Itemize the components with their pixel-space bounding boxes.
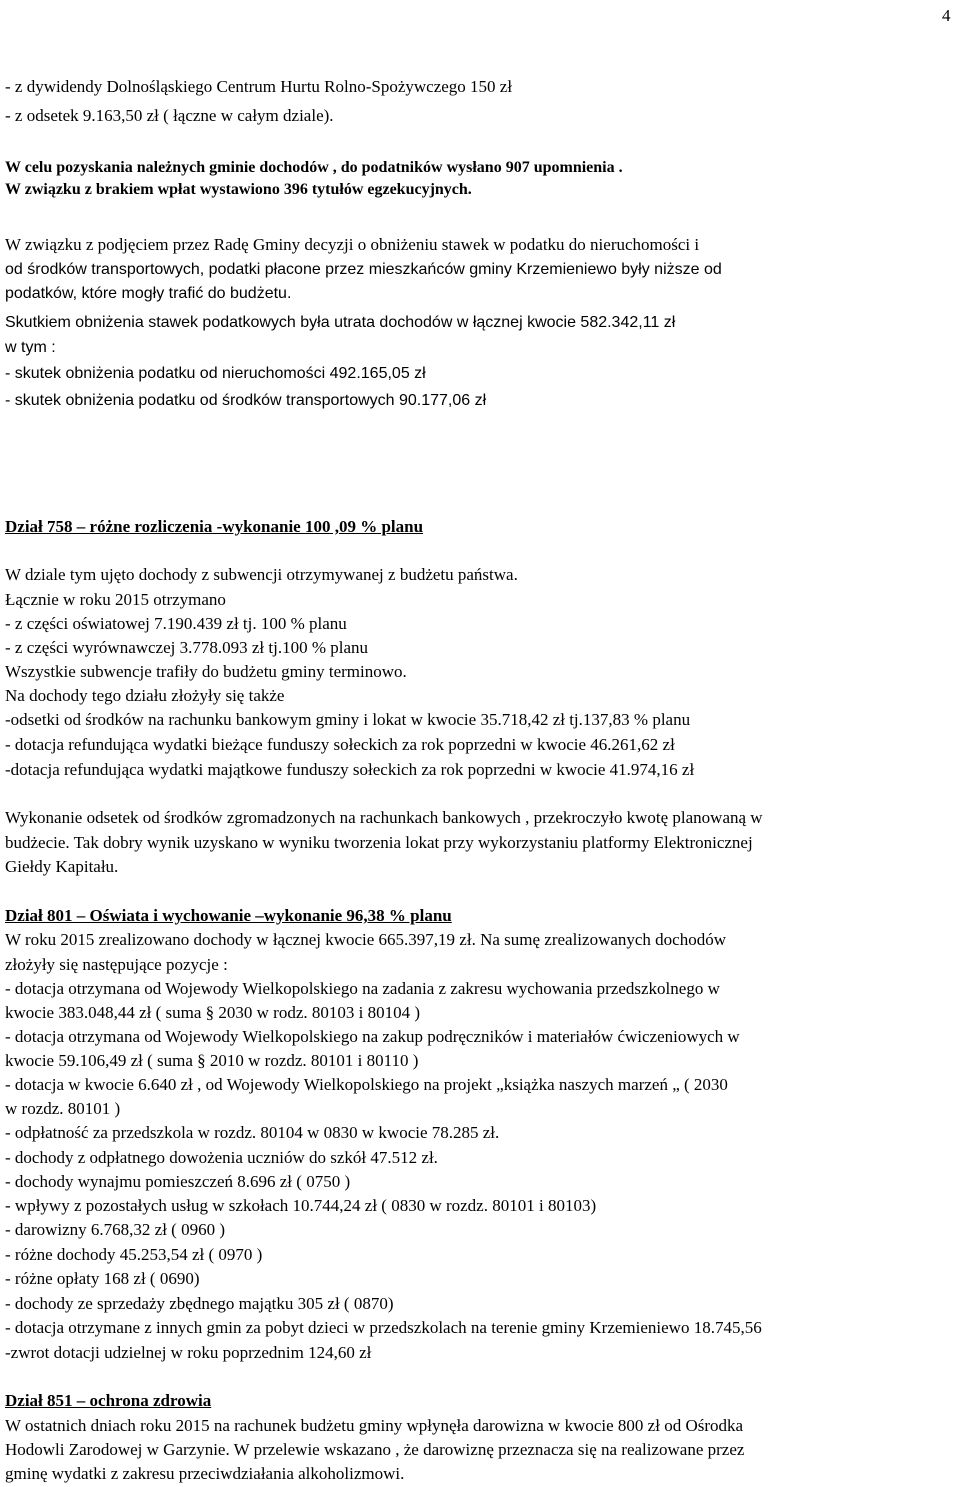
text-line: Wszystkie subwencje trafiły do budżetu gminy terminowo. xyxy=(5,662,407,681)
section-heading: Dział 801 – Oświata i wychowanie –wykonanie 96,38 % planu xyxy=(5,906,452,925)
text-line: Hodowli Zarodowej w Garzynie. W przelewie wskazano , że darowiznę przeznacza się na realizowane przez xyxy=(5,1440,745,1459)
text-line: - dochody ze sprzedaży zbędnego majątku 305 zł ( 0870) xyxy=(5,1294,394,1313)
text-line: budżecie. Tak dobry wynik uzyskano w wyniku tworzenia lokat przy wykorzystaniu platformy Elektronicznej xyxy=(5,833,753,852)
text-line: Skutkiem obniżenia stawek podatkowych była utrata dochodów w łącznej kwocie 582.342,11 zł xyxy=(5,314,676,331)
text-line: - odpłatność za przedszkola w rozdz. 80104 w 0830 w kwocie 78.285 zł. xyxy=(5,1123,500,1142)
text-line: - dotacja otrzymana od Wojewody Wielkopolskiego na zadania z zakresu wychowania przedszkolnego w xyxy=(5,979,720,998)
text-line: od środków transportowych, podatki płacone przez mieszkańców gminy Krzemieniewo były niższe od xyxy=(5,261,722,278)
text-line: Na dochody tego działu złożyły się także xyxy=(5,686,285,705)
text-line: - z odsetek 9.163,50 zł ( łączne w całym dziale). xyxy=(5,106,334,125)
text-line: Łącznie w roku 2015 otrzymano xyxy=(5,590,226,609)
text-line: - wpływy z pozostałych usług w szkołach 10.744,24 zł ( 0830 w rozdz. 80101 i 80103) xyxy=(5,1196,597,1215)
text-line: W dziale tym ujęto dochody z subwencji otrzymywanej z budżetu państwa. xyxy=(5,565,518,584)
text-line: Giełdy Kapitału. xyxy=(5,857,119,876)
text-line: - skutek obniżenia podatku od nieruchomości 492.165,05 zł xyxy=(5,365,426,382)
text-line: W roku 2015 zrealizowano dochody w łącznej kwocie 665.397,19 zł. Na sumę zrealizowanych dochodów xyxy=(5,930,727,949)
text-line: W celu pozyskania należnych gminie dochodów , do podatników wysłano 907 upomnienia . xyxy=(5,159,623,176)
text-line: - dotacja w kwocie 6.640 zł , od Wojewody Wielkopolskiego na projekt „książka naszych marzeń „ ( 2030 xyxy=(5,1075,728,1094)
text-line: kwocie 59.106,49 zł ( suma § 2010 w rozdz. 80101 i 80110 ) xyxy=(5,1051,419,1070)
text-line: - dotacja refundująca wydatki bieżące funduszy sołeckich za rok poprzedni w kwocie 46.261,62 zł xyxy=(5,735,675,754)
text-line: w tym : xyxy=(5,339,56,356)
text-line: - dochody wynajmu pomieszczeń 8.696 zł ( 0750 ) xyxy=(5,1172,351,1191)
page-number: 4 xyxy=(942,6,951,25)
text-line: gminę wydatki z zakresu przeciwdziałania alkoholizmowi. xyxy=(5,1464,405,1483)
text-line: - skutek obniżenia podatku od środków transportowych 90.177,06 zł xyxy=(5,392,487,409)
text-line: - dotacja otrzymana od Wojewody Wielkopolskiego na zakup podręczników i materiałów ćwiczeniowych w xyxy=(5,1027,740,1046)
text-line: -dotacja refundująca wydatki majątkowe funduszy sołeckich za rok poprzedni w kwocie 41.974,16 zł xyxy=(5,760,695,779)
text-line: - różne dochody 45.253,54 zł ( 0970 ) xyxy=(5,1245,263,1264)
text-line: - z części wyrównawczej 3.778.093 zł tj.100 % planu xyxy=(5,638,369,657)
text-line: - różne opłaty 168 zł ( 0690) xyxy=(5,1269,200,1288)
text-line: kwocie 383.048,44 zł ( suma § 2030 w rodz. 80103 i 80104 ) xyxy=(5,1003,421,1022)
text-line: w rozdz. 80101 ) xyxy=(5,1099,121,1118)
text-line: - dotacja otrzymane z innych gmin za pobyt dzieci w przedszkolach na terenie gminy Krzemieniewo 18.745,56 xyxy=(5,1318,762,1337)
text-line: - z części oświatowej 7.190.439 zł tj. 100 % planu xyxy=(5,614,347,633)
text-line: - z dywidendy Dolnośląskiego Centrum Hurtu Rolno-Spożywczego 150 zł xyxy=(5,77,513,96)
text-line: Wykonanie odsetek od środków zgromadzonych na rachunkach bankowych , przekroczyło kwotę planowaną w xyxy=(5,808,763,827)
text-line: W związku z podjęciem przez Radę Gminy decyzji o obniżeniu stawek w podatku do nieruchomości i xyxy=(5,235,700,254)
text-line: złożyły się następujące pozycje : xyxy=(5,955,228,974)
text-line: W związku z brakiem wpłat wystawiono 396 tytułów egzekucyjnych. xyxy=(5,181,472,198)
text-line: -zwrot dotacji udzielnej w roku poprzednim 124,60 zł xyxy=(5,1343,372,1362)
text-line: -odsetki od środków na rachunku bankowym gminy i lokat w kwocie 35.718,42 zł tj.137,83 % planu xyxy=(5,710,691,729)
text-line: W ostatnich dniach roku 2015 na rachunek budżetu gminy wpłynęła darowizna w kwocie 800 zł od Ośrodka xyxy=(5,1416,744,1435)
section-heading: Dział 851 – ochrona zdrowia xyxy=(5,1391,212,1410)
text-line: podatków, które mogły trafić do budżetu. xyxy=(5,285,292,302)
text-line: - darowizny 6.768,32 zł ( 0960 ) xyxy=(5,1220,226,1239)
text-line: - dochody z odpłatnego dowożenia uczniów do szkół 47.512 zł. xyxy=(5,1148,438,1167)
section-heading: Dział 758 – różne rozliczenia -wykonanie 100 ,09 % planu xyxy=(5,517,424,536)
